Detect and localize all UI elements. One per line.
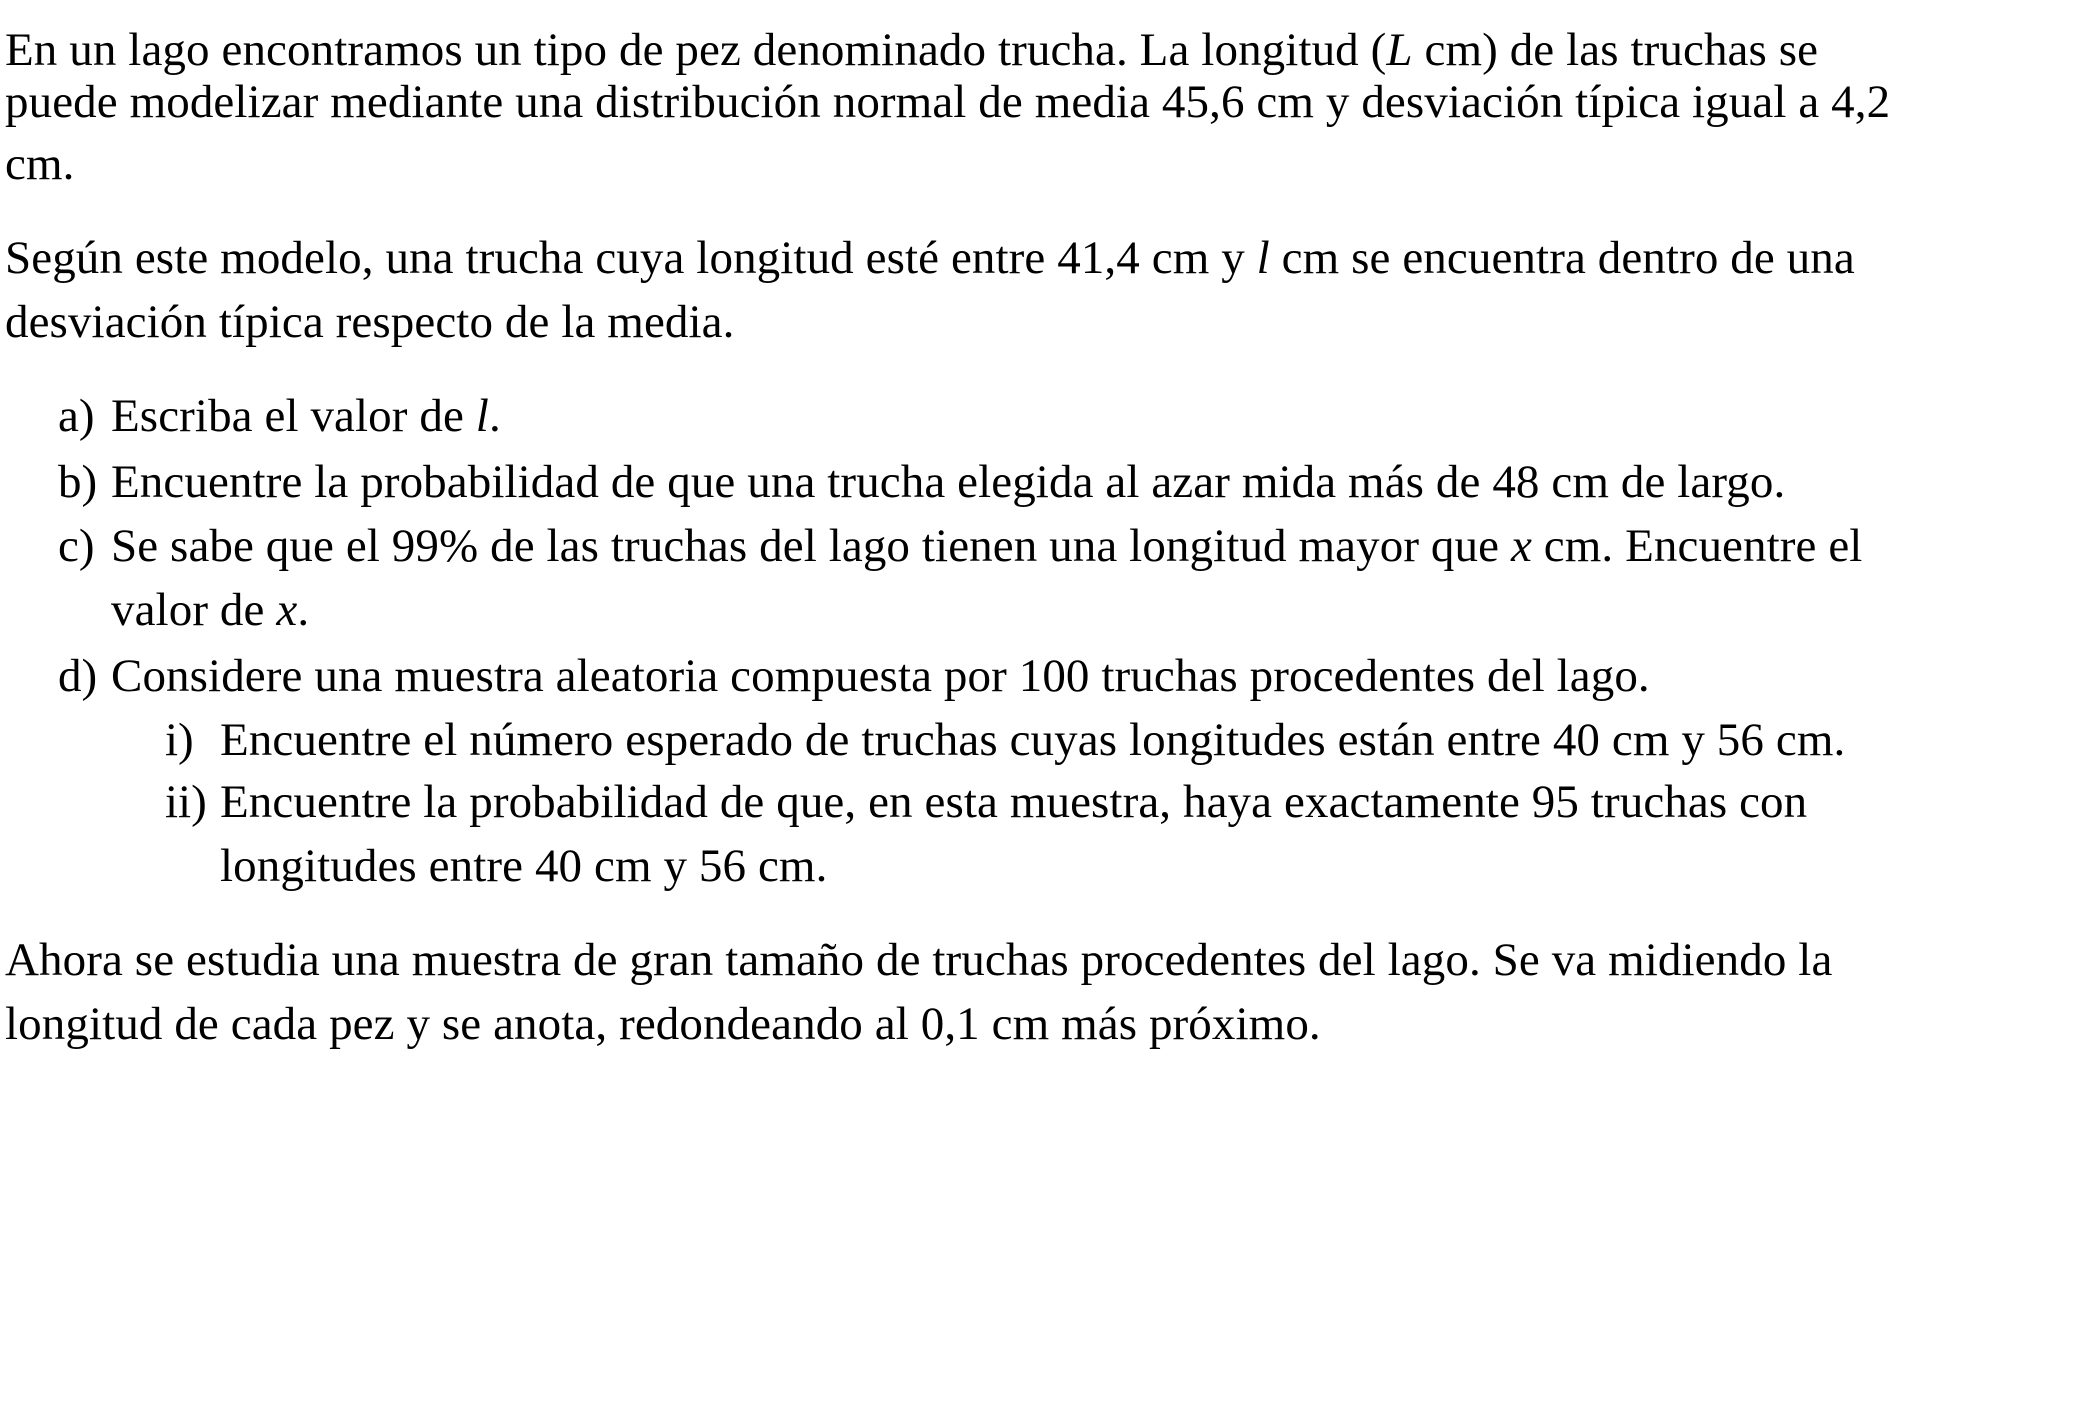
question-d-i-text: Encuentre el número esperado de truchas cuyas longitudes están entre 40 cm y 56 cm. [220, 714, 1846, 766]
model-line-1-post: cm se encuentra dentro de una [1269, 232, 1855, 284]
model-line-1 [5, 228, 1855, 288]
question-c-line-2-post: . [297, 584, 310, 636]
question-c-label: c) [58, 520, 95, 572]
question-a-text-post: . [488, 390, 501, 442]
question-c-variable-1: x [1510, 520, 1532, 572]
question-c-line-1-post: cm. Encuentre el [1531, 520, 1863, 572]
question-b-label: b) [58, 456, 98, 508]
question-a-label: a) [58, 390, 95, 442]
question-c-line-2 [111, 580, 309, 640]
intro-line-1-pre: En un lago encontramos un tipo de pez denominado trucha. La longitud ( [5, 24, 1387, 76]
question-c-line-1 [111, 516, 1862, 576]
question-d-label: d) [58, 650, 98, 702]
question-d-ii-label: ii) [165, 776, 207, 828]
question-d-text: Considere una muestra aleatoria compuesta por 100 truchas procedentes del lago. [111, 650, 1650, 702]
question-d-i-label: i) [165, 714, 194, 766]
question-d-ii-line-1: Encuentre la probabilidad de que, en esta muestra, haya exactamente 95 truchas con [220, 776, 1808, 828]
question-a-text-pre: Escriba el valor de [111, 390, 476, 442]
question-d-ii-line-2: longitudes entre 40 cm y 56 cm. [220, 840, 828, 892]
question-a-variable: l [475, 390, 489, 442]
variable-L: L [1386, 24, 1413, 76]
question-b-text: Encuentre la probabilidad de que una trucha elegida al azar mida más de 48 cm de largo. [111, 456, 1786, 508]
intro-line-1 [5, 20, 1818, 80]
closing-line-1: Ahora se estudia una muestra de gran tamaño de truchas procedentes del lago. Se va midiendo la [5, 934, 1833, 986]
question-a-text [111, 386, 501, 446]
intro-line-1-post: cm) de las truchas se [1412, 24, 1819, 76]
closing-line-2: longitud de cada pez y se anota, redondeando al 0,1 cm más próximo. [5, 998, 1321, 1050]
model-line-1-pre: Según este modelo, una trucha cuya longitud esté entre 41,4 cm y [5, 232, 1257, 284]
model-line-2: desviación típica respecto de la media. [5, 296, 735, 348]
intro-line-3: cm. [5, 138, 75, 190]
question-c-line-2-pre: valor de [111, 584, 277, 636]
intro-line-2: puede modelizar mediante una distribución normal de media 45,6 cm y desviación típica igual a 4,2 [5, 76, 1891, 128]
question-c-variable-2: x [276, 584, 298, 636]
variable-l: l [1256, 232, 1270, 284]
question-c-line-1-pre: Se sabe que el 99% de las truchas del lago tienen una longitud mayor que [111, 520, 1511, 572]
